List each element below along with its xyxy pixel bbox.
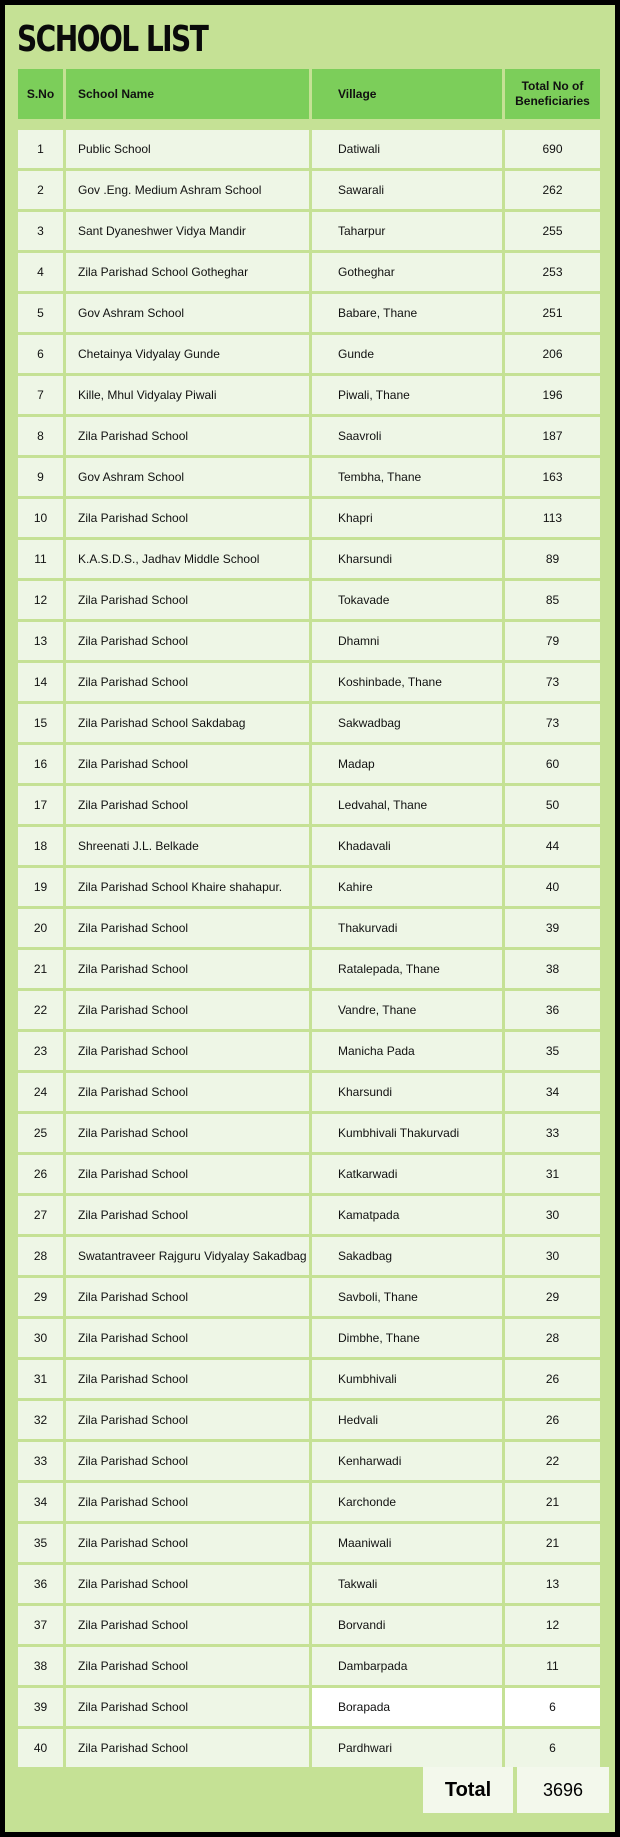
- cell-beneficiaries: 206: [505, 335, 600, 373]
- cell-sno: 30: [18, 1319, 63, 1357]
- table-row: [18, 1401, 608, 1439]
- cell-sno: 40: [18, 1729, 63, 1767]
- header-village: Village: [312, 69, 502, 119]
- cell-village: Kahire: [312, 868, 502, 906]
- table-row: [18, 171, 608, 209]
- cell-beneficiaries: 38: [505, 950, 600, 988]
- cell-village: Maaniwali: [312, 1524, 502, 1562]
- cell-beneficiaries: 163: [505, 458, 600, 496]
- cell-beneficiaries: 253: [505, 253, 600, 291]
- cell-village: Dimbhe, Thane: [312, 1319, 502, 1357]
- cell-sno: 33: [18, 1442, 63, 1480]
- cell-sno: 5: [18, 294, 63, 332]
- cell-village: Sawarali: [312, 171, 502, 209]
- table-row: [18, 704, 608, 742]
- cell-village: Takwali: [312, 1565, 502, 1603]
- cell-sno: 20: [18, 909, 63, 947]
- cell-sno: 11: [18, 540, 63, 578]
- cell-village: Savboli, Thane: [312, 1278, 502, 1316]
- cell-beneficiaries: 255: [505, 212, 600, 250]
- cell-school-name: Zila Parishad School: [66, 1442, 309, 1480]
- cell-village: Kharsundi: [312, 540, 502, 578]
- cell-beneficiaries: 13: [505, 1565, 600, 1603]
- cell-school-name: Sant Dyaneshwer Vidya Mandir: [66, 212, 309, 250]
- cell-village: Koshinbade, Thane: [312, 663, 502, 701]
- cell-sno: 22: [18, 991, 63, 1029]
- table-row: [18, 991, 608, 1029]
- cell-sno: 16: [18, 745, 63, 783]
- table-row: [18, 1483, 608, 1521]
- total-label: Total: [423, 1767, 513, 1813]
- table-row: [18, 1688, 608, 1726]
- cell-village: Madap: [312, 745, 502, 783]
- cell-school-name: Swatantraveer Rajguru Vidyalay Sakadbag: [66, 1237, 309, 1275]
- table-row: [18, 1319, 608, 1357]
- cell-beneficiaries: 196: [505, 376, 600, 414]
- header-beneficiaries-line2: Beneficiaries: [515, 94, 590, 108]
- table-row: [18, 1155, 608, 1193]
- cell-sno: 28: [18, 1237, 63, 1275]
- cell-school-name: Zila Parishad School: [66, 1647, 309, 1685]
- cell-beneficiaries: 12: [505, 1606, 600, 1644]
- cell-sno: 15: [18, 704, 63, 742]
- header-beneficiaries: [505, 69, 600, 119]
- cell-sno: 14: [18, 663, 63, 701]
- table-row: [18, 868, 608, 906]
- cell-school-name: Zila Parishad School: [66, 1565, 309, 1603]
- table-row: [18, 1524, 608, 1562]
- cell-sno: 12: [18, 581, 63, 619]
- cell-sno: 4: [18, 253, 63, 291]
- cell-beneficiaries: 26: [505, 1401, 600, 1439]
- cell-beneficiaries: 6: [505, 1729, 600, 1767]
- table-row: [18, 294, 608, 332]
- cell-beneficiaries: 28: [505, 1319, 600, 1357]
- cell-beneficiaries: 21: [505, 1483, 600, 1521]
- cell-beneficiaries: 60: [505, 745, 600, 783]
- cell-sno: 36: [18, 1565, 63, 1603]
- cell-sno: 2: [18, 171, 63, 209]
- cell-beneficiaries: 34: [505, 1073, 600, 1111]
- table-row: [18, 417, 608, 455]
- cell-school-name: Zila Parishad School: [66, 581, 309, 619]
- table-row: [18, 827, 608, 865]
- cell-sno: 27: [18, 1196, 63, 1234]
- cell-school-name: Zila Parishad School: [66, 1401, 309, 1439]
- cell-beneficiaries: 89: [505, 540, 600, 578]
- table-row: [18, 663, 608, 701]
- table-row: [18, 253, 608, 291]
- table-row: [18, 1278, 608, 1316]
- cell-village: Dhamni: [312, 622, 502, 660]
- cell-beneficiaries: 11: [505, 1647, 600, 1685]
- cell-beneficiaries: 30: [505, 1196, 600, 1234]
- cell-school-name: Zila Parishad School: [66, 1688, 309, 1726]
- cell-beneficiaries: 35: [505, 1032, 600, 1070]
- cell-school-name: Zila Parishad School: [66, 1319, 309, 1357]
- cell-beneficiaries: 50: [505, 786, 600, 824]
- cell-beneficiaries: 113: [505, 499, 600, 537]
- cell-beneficiaries: 85: [505, 581, 600, 619]
- cell-village: Sakwadbag: [312, 704, 502, 742]
- cell-village: Sakadbag: [312, 1237, 502, 1275]
- cell-village: Vandre, Thane: [312, 991, 502, 1029]
- cell-sno: 1: [18, 130, 63, 168]
- cell-beneficiaries: 33: [505, 1114, 600, 1152]
- cell-beneficiaries: 26: [505, 1360, 600, 1398]
- table-row: [18, 950, 608, 988]
- cell-school-name: Zila Parishad School: [66, 663, 309, 701]
- cell-village: Pardhwari: [312, 1729, 502, 1767]
- header-school-name: School Name: [66, 69, 309, 119]
- table-row: [18, 376, 608, 414]
- cell-sno: 23: [18, 1032, 63, 1070]
- cell-village: Ratalepada, Thane: [312, 950, 502, 988]
- table-row: [18, 1565, 608, 1603]
- cell-sno: 32: [18, 1401, 63, 1439]
- table-row: [18, 909, 608, 947]
- cell-school-name: Zila Parishad School Khaire shahapur.: [66, 868, 309, 906]
- table-row: [18, 1729, 608, 1767]
- table-row: [18, 130, 608, 168]
- cell-village: Khadavali: [312, 827, 502, 865]
- cell-beneficiaries: 22: [505, 1442, 600, 1480]
- cell-village: Borapada: [312, 1688, 502, 1726]
- cell-village: Dambarpada: [312, 1647, 502, 1685]
- cell-village: Saavroli: [312, 417, 502, 455]
- header-sno: S.No: [18, 69, 63, 119]
- table-row: [18, 540, 608, 578]
- cell-sno: 6: [18, 335, 63, 373]
- cell-sno: 39: [18, 1688, 63, 1726]
- table-body: [18, 130, 608, 1767]
- table-row: [18, 1647, 608, 1685]
- cell-beneficiaries: 31: [505, 1155, 600, 1193]
- cell-village: Gunde: [312, 335, 502, 373]
- table-row: [18, 499, 608, 537]
- cell-beneficiaries: 36: [505, 991, 600, 1029]
- cell-village: Katkarwadi: [312, 1155, 502, 1193]
- cell-village: Babare, Thane: [312, 294, 502, 332]
- cell-school-name: Zila Parishad School: [66, 786, 309, 824]
- table-header: [18, 69, 608, 119]
- cell-village: Manicha Pada: [312, 1032, 502, 1070]
- cell-school-name: Zila Parishad School: [66, 622, 309, 660]
- table-row: [18, 1237, 608, 1275]
- cell-sno: 17: [18, 786, 63, 824]
- cell-sno: 29: [18, 1278, 63, 1316]
- cell-beneficiaries: 21: [505, 1524, 600, 1562]
- cell-sno: 35: [18, 1524, 63, 1562]
- cell-sno: 37: [18, 1606, 63, 1644]
- cell-school-name: Zila Parishad School: [66, 1073, 309, 1111]
- cell-sno: 7: [18, 376, 63, 414]
- cell-sno: 38: [18, 1647, 63, 1685]
- cell-school-name: Zila Parishad School: [66, 1196, 309, 1234]
- cell-village: Karchonde: [312, 1483, 502, 1521]
- table-row: [18, 1032, 608, 1070]
- cell-school-name: Zila Parishad School: [66, 1483, 309, 1521]
- cell-school-name: Public School: [66, 130, 309, 168]
- cell-beneficiaries: 73: [505, 704, 600, 742]
- cell-school-name: Zila Parishad School: [66, 745, 309, 783]
- cell-village: Gotheghar: [312, 253, 502, 291]
- cell-school-name: Chetainya Vidyalay Gunde: [66, 335, 309, 373]
- cell-village: Taharpur: [312, 212, 502, 250]
- cell-school-name: Zila Parishad School: [66, 1278, 309, 1316]
- cell-beneficiaries: 30: [505, 1237, 600, 1275]
- cell-school-name: Zila Parishad School: [66, 1032, 309, 1070]
- cell-school-name: Zila Parishad School: [66, 1114, 309, 1152]
- cell-beneficiaries: 6: [505, 1688, 600, 1726]
- cell-school-name: Zila Parishad School: [66, 1155, 309, 1193]
- cell-village: Hedvali: [312, 1401, 502, 1439]
- cell-sno: 18: [18, 827, 63, 865]
- cell-village: Tembha, Thane: [312, 458, 502, 496]
- cell-school-name: Gov Ashram School: [66, 294, 309, 332]
- cell-beneficiaries: 39: [505, 909, 600, 947]
- cell-beneficiaries: 187: [505, 417, 600, 455]
- table-row: [18, 745, 608, 783]
- cell-school-name: Gov Ashram School: [66, 458, 309, 496]
- cell-beneficiaries: 40: [505, 868, 600, 906]
- table-row: [18, 458, 608, 496]
- cell-village: Borvandi: [312, 1606, 502, 1644]
- cell-school-name: Zila Parishad School: [66, 1729, 309, 1767]
- cell-school-name: Zila Parishad School: [66, 499, 309, 537]
- table-row: [18, 1196, 608, 1234]
- cell-school-name: Zila Parishad School: [66, 950, 309, 988]
- cell-school-name: Zila Parishad School: [66, 1360, 309, 1398]
- cell-sno: 25: [18, 1114, 63, 1152]
- cell-school-name: Zila Parishad School: [66, 1606, 309, 1644]
- cell-village: Ledvahal, Thane: [312, 786, 502, 824]
- cell-school-name: K.A.S.D.S., Jadhav Middle School: [66, 540, 309, 578]
- cell-village: Datiwali: [312, 130, 502, 168]
- cell-school-name: Zila Parishad School: [66, 991, 309, 1029]
- table-row: [18, 786, 608, 824]
- cell-school-name: Zila Parishad School Gotheghar: [66, 253, 309, 291]
- cell-sno: 19: [18, 868, 63, 906]
- cell-village: Kenharwadi: [312, 1442, 502, 1480]
- table-row: [18, 581, 608, 619]
- cell-sno: 10: [18, 499, 63, 537]
- cell-school-name: Kille, Mhul Vidyalay Piwali: [66, 376, 309, 414]
- cell-beneficiaries: 251: [505, 294, 600, 332]
- table-row: [18, 622, 608, 660]
- cell-sno: 8: [18, 417, 63, 455]
- page-title: SCHOOL LIST: [17, 19, 208, 60]
- cell-sno: 34: [18, 1483, 63, 1521]
- cell-sno: 31: [18, 1360, 63, 1398]
- cell-sno: 9: [18, 458, 63, 496]
- cell-village: Thakurvadi: [312, 909, 502, 947]
- cell-beneficiaries: 29: [505, 1278, 600, 1316]
- table-row: [18, 1606, 608, 1644]
- header-beneficiaries-line1: Total No of: [521, 79, 584, 93]
- cell-sno: 21: [18, 950, 63, 988]
- cell-sno: 26: [18, 1155, 63, 1193]
- table-row: [18, 1073, 608, 1111]
- cell-beneficiaries: 44: [505, 827, 600, 865]
- cell-village: Kumbhivali: [312, 1360, 502, 1398]
- cell-school-name: Zila Parishad School: [66, 417, 309, 455]
- table-row: [18, 1114, 608, 1152]
- cell-village: Piwali, Thane: [312, 376, 502, 414]
- cell-school-name: Shreenati J.L. Belkade: [66, 827, 309, 865]
- cell-beneficiaries: 73: [505, 663, 600, 701]
- cell-school-name: Gov .Eng. Medium Ashram School: [66, 171, 309, 209]
- cell-village: Kharsundi: [312, 1073, 502, 1111]
- cell-sno: 3: [18, 212, 63, 250]
- cell-beneficiaries: 262: [505, 171, 600, 209]
- total-value: 3696: [517, 1767, 609, 1813]
- table-row: [18, 1360, 608, 1398]
- cell-village: Kamatpada: [312, 1196, 502, 1234]
- cell-village: Khapri: [312, 499, 502, 537]
- school-table: [18, 69, 608, 1770]
- cell-school-name: Zila Parishad School: [66, 1524, 309, 1562]
- cell-school-name: Zila Parishad School Sakdabag: [66, 704, 309, 742]
- cell-school-name: Zila Parishad School: [66, 909, 309, 947]
- cell-sno: 13: [18, 622, 63, 660]
- cell-beneficiaries: 79: [505, 622, 600, 660]
- table-row: [18, 1442, 608, 1480]
- table-row: [18, 212, 608, 250]
- cell-sno: 24: [18, 1073, 63, 1111]
- cell-village: Tokavade: [312, 581, 502, 619]
- cell-beneficiaries: 690: [505, 130, 600, 168]
- cell-village: Kumbhivali Thakurvadi: [312, 1114, 502, 1152]
- table-row: [18, 335, 608, 373]
